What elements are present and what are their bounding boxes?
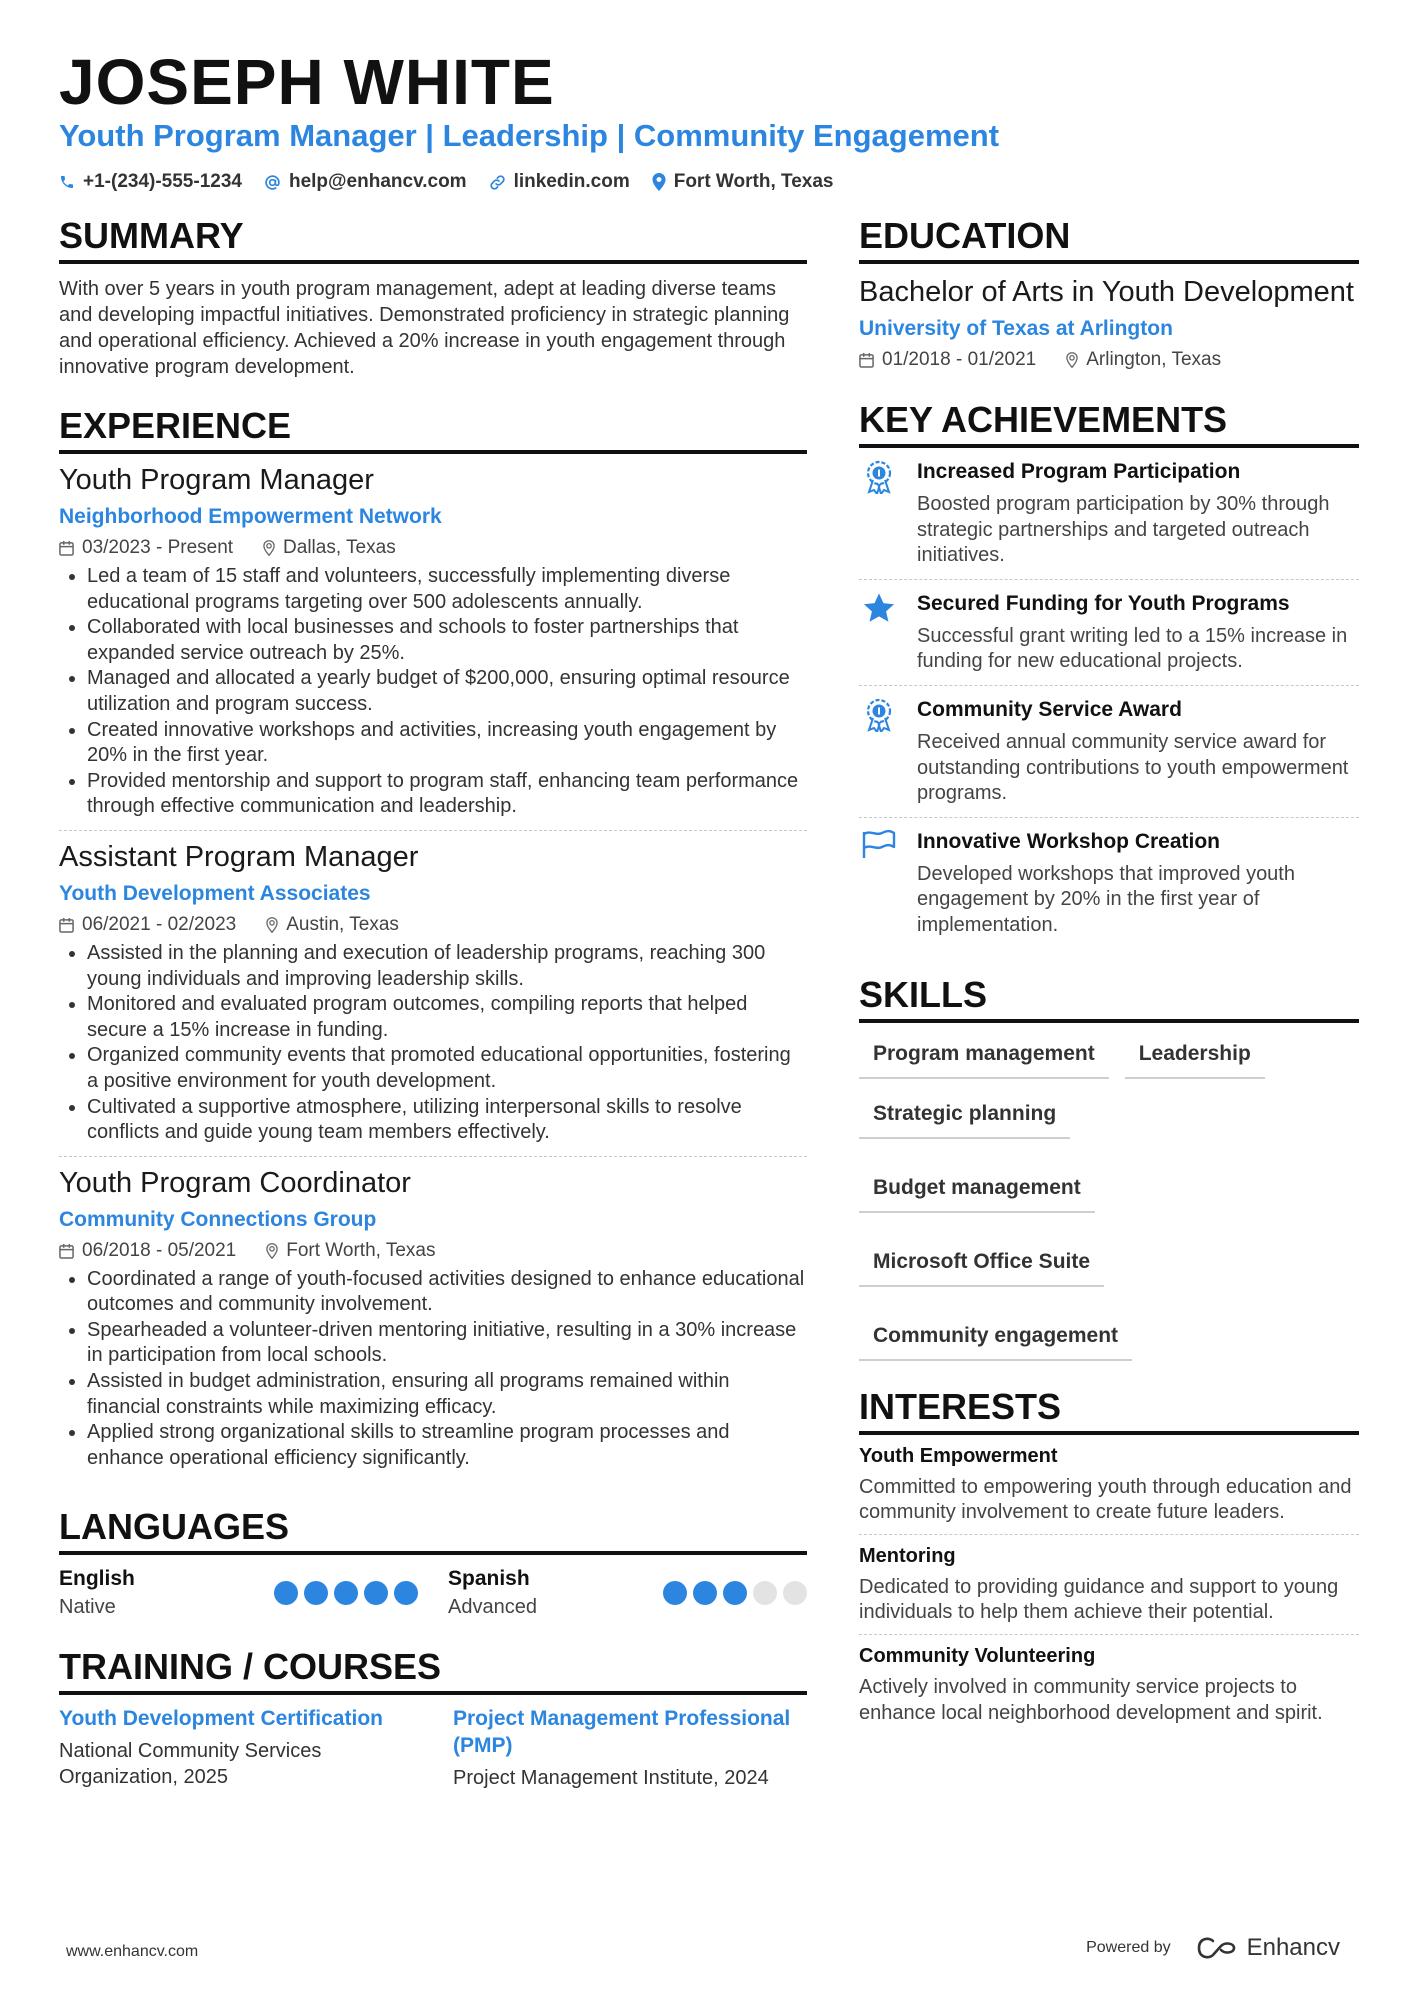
language-name: Spanish [448, 1567, 530, 1591]
languages-section [59, 1505, 807, 1621]
location-icon [652, 173, 666, 191]
section-title-summary: SUMMARY [59, 214, 807, 264]
experience-entry [59, 1157, 807, 1482]
education-dates [859, 346, 1036, 374]
experience-section [59, 404, 807, 1481]
job-dates-text: 03/2023 - Present [82, 537, 234, 558]
achievement-desc: Boosted program participation by 30% through strategic partnerships and targeted outreach initiatives. [917, 493, 1330, 567]
award-ribbon-icon [859, 696, 899, 807]
experience-entry [59, 831, 807, 1157]
interest-title: Youth Empowerment [859, 1444, 1058, 1467]
contact-linkedin[interactable] [489, 168, 630, 196]
job-location [263, 534, 396, 562]
phone-icon [59, 174, 75, 190]
achievement-title: Secured Funding for Youth Programs [917, 591, 1290, 615]
calendar-icon [59, 917, 74, 933]
skill-tag: Microsoft Office Suite [859, 1241, 1104, 1287]
interest-item [859, 1435, 1359, 1535]
email-text: help@enhancv.com [288, 171, 467, 192]
skill-tag: Leadership [1125, 1033, 1265, 1079]
job-meta [59, 1237, 807, 1265]
job-bullet: • Led a team of 15 staff and volunteers, successfully implementing diverse educational programs targeting over 500 adolescents annually. [87, 564, 807, 615]
job-bullet: • Managed and allocated a yearly budget of $200,000, ensuring optimal resource utilization and program success. [87, 666, 807, 717]
job-bullet: • Monitored and evaluated program outcomes, compiling reports that helped secure a 15% increase in funding. [87, 992, 807, 1043]
footer-branding [1086, 1934, 1340, 1962]
interest-desc: Committed to empowering youth through education and community involvement to create future leaders. [859, 1475, 1352, 1524]
training-title: Project Management Professional (PMP) [453, 1707, 791, 1758]
achievement-desc: Developed workshops that improved youth engagement by 20% in the first year of implementation. [917, 862, 1295, 936]
phone-text: +1-(234)-555-1234 [83, 171, 242, 192]
powered-by-label: Powered by [1086, 1939, 1171, 1956]
achievement-item [859, 580, 1359, 686]
job-bullet: • Assisted in the planning and execution of leadership programs, reaching 300 young individuals and improving leadership skills. [87, 941, 807, 992]
skill-tag: Budget management [859, 1167, 1095, 1213]
interest-title: Mentoring [859, 1544, 956, 1567]
experience-entry [59, 454, 807, 831]
calendar-icon [59, 1243, 74, 1259]
job-location-text: Dallas, Texas [283, 537, 396, 558]
language-level: Advanced [448, 1596, 537, 1619]
job-bullets [59, 1267, 807, 1472]
achievement-title: Increased Program Participation [917, 460, 1241, 483]
headline: Youth Program Manager | Leadership | Community Engagement [59, 118, 1000, 153]
rating-dot-filled [663, 1581, 687, 1605]
skill-tag: Program management [859, 1033, 1109, 1079]
section-title-interests: INTERESTS [859, 1385, 1359, 1435]
rating-dot-empty [753, 1581, 777, 1605]
skills-section [859, 973, 1359, 1361]
award-ribbon-icon [859, 458, 899, 569]
location-icon [266, 1243, 278, 1259]
skills-list [859, 1033, 1359, 1361]
rating-dot-filled [394, 1581, 418, 1605]
education-section [859, 214, 1359, 374]
education-location [1066, 346, 1221, 374]
job-dates [59, 1237, 236, 1265]
interest-item [859, 1535, 1359, 1635]
rating-dot-filled [304, 1581, 328, 1605]
rating-dot-empty [783, 1581, 807, 1605]
job-dates [59, 534, 233, 562]
calendar-icon [859, 352, 874, 368]
language-item [59, 1565, 418, 1621]
education-dates-text: 01/2018 - 01/2021 [882, 349, 1037, 370]
location-text: Fort Worth, Texas [673, 171, 834, 192]
section-title-languages: LANGUAGES [59, 1505, 807, 1555]
interest-item [859, 1635, 1359, 1734]
company-name: Neighborhood Empowerment Network [59, 505, 442, 528]
interests-section [859, 1385, 1359, 1735]
job-bullet: • Provided mentorship and support to program staff, enhancing team performance through effective communication and leadership. [87, 769, 807, 820]
training-list [59, 1705, 807, 1791]
interest-title: Community Volunteering [859, 1644, 1096, 1667]
rating-dot-filled [274, 1581, 298, 1605]
contact-phone[interactable] [59, 168, 242, 196]
language-rating [274, 1581, 418, 1605]
linkedin-text: linkedin.com [513, 171, 630, 192]
job-bullet: • Created innovative workshops and activities, increasing youth engagement by 20% in the first year. [87, 718, 807, 769]
job-title: Youth Program Coordinator [59, 1166, 411, 1199]
enhancv-logo-icon [1195, 1937, 1239, 1959]
brand-logo[interactable] [1195, 1934, 1340, 1962]
job-title: Youth Program Manager [59, 464, 374, 496]
summary-section [59, 214, 807, 380]
candidate-name: JOSEPH WHITE [59, 46, 555, 118]
job-bullet: • Cultivated a supportive atmosphere, utilizing interpersonal skills to resolve conflicts and guide young team members effectively. [87, 1095, 807, 1146]
footer-website[interactable]: www.enhancv.com [66, 1943, 199, 1960]
language-level: Native [59, 1596, 116, 1619]
job-location-text: Austin, Texas [286, 913, 399, 935]
language-rating [663, 1581, 807, 1605]
degree: Bachelor of Arts in Youth Development [859, 276, 1354, 308]
interest-desc: Actively involved in community service projects to enhance local neighborhood development and spirit. [859, 1675, 1323, 1724]
language-item [448, 1565, 807, 1621]
achievement-title: Innovative Workshop Creation [917, 829, 1220, 853]
school-name: University of Texas at Arlington [859, 317, 1173, 340]
location-icon [1066, 352, 1078, 368]
education-location-text: Arlington, Texas [1086, 349, 1222, 370]
job-title: Assistant Program Manager [59, 840, 419, 873]
job-location [266, 1237, 435, 1265]
achievements-section [859, 398, 1359, 949]
job-meta [59, 911, 807, 939]
job-location-text: Fort Worth, Texas [286, 1239, 436, 1261]
company-name: Youth Development Associates [59, 881, 371, 905]
job-bullet: • Applied strong organizational skills to streamline program processes and enhance operational efficiency significantly. [87, 1420, 807, 1471]
contact-location [652, 168, 834, 196]
achievement-title: Community Service Award [917, 697, 1182, 721]
job-bullet: • Assisted in budget administration, ensuring all programs remained within financial constraints while maximizing efficacy. [87, 1369, 807, 1420]
job-bullets [59, 941, 807, 1146]
star-icon [859, 590, 899, 675]
calendar-icon [59, 540, 74, 556]
languages-list [59, 1565, 807, 1621]
left-column [59, 214, 807, 1791]
location-icon [266, 917, 278, 933]
section-title-experience: EXPERIENCE [59, 404, 807, 454]
skill-tag: Community engagement [859, 1315, 1132, 1361]
achievement-desc: Successful grant writing led to a 15% increase in funding for new educational projects. [917, 624, 1348, 673]
section-title-training: TRAINING / COURSES [59, 1645, 807, 1695]
section-title-education: EDUCATION [859, 214, 1359, 264]
job-dates [59, 911, 236, 939]
job-bullet: • Organized community events that promoted educational opportunities, fostering a positive environment for youth development. [87, 1043, 807, 1094]
job-bullet: • Spearheaded a volunteer-driven mentoring initiative, resulting in a 30% increase in participation from local schools. [87, 1318, 807, 1369]
interest-desc: Dedicated to providing guidance and support to young individuals to help them achieve their potential. [859, 1575, 1339, 1624]
training-item [59, 1705, 413, 1791]
company-name: Community Connections Group [59, 1207, 377, 1231]
contact-email[interactable] [264, 168, 467, 196]
achievement-item [859, 448, 1359, 580]
summary-text: With over 5 years in youth program management, adept at leading diverse teams and developing impactful initiatives. Demonstrated proficiency in strategic planning and operational efficiency. Achieved a 20% increase in youth engagement through innovative program development. [59, 278, 790, 378]
flag-icon [859, 828, 899, 939]
at-icon [264, 174, 281, 191]
language-name: English [59, 1567, 135, 1591]
training-org: Project Management Institute, 2024 [453, 1767, 769, 1790]
job-meta [59, 534, 807, 562]
training-section [59, 1645, 807, 1791]
section-title-achievements: KEY ACHIEVEMENTS [859, 398, 1359, 448]
training-title: Youth Development Certification [59, 1707, 383, 1731]
achievement-item [859, 686, 1359, 818]
rating-dot-filled [364, 1581, 388, 1605]
rating-dot-filled [334, 1581, 358, 1605]
right-column [859, 214, 1359, 1734]
contact-bar [59, 168, 833, 196]
training-item [453, 1705, 807, 1791]
achievement-item [859, 818, 1359, 949]
brand-name: Enhancv [1246, 1934, 1340, 1961]
job-dates-text: 06/2021 - 02/2023 [82, 913, 237, 935]
skill-tag: Strategic planning [859, 1093, 1070, 1139]
job-location [266, 911, 399, 939]
achievement-desc: Received annual community service award for outstanding contributions to youth empowerment programs. [917, 730, 1349, 805]
job-bullet: • Collaborated with local businesses and schools to foster partnerships that expanded service outreach by 25%. [87, 615, 807, 666]
location-icon [263, 540, 275, 556]
section-title-skills: SKILLS [859, 973, 1359, 1023]
job-bullet: • Coordinated a range of youth-focused activities designed to enhance educational outcomes and community involvement. [87, 1267, 807, 1318]
link-icon [489, 174, 506, 191]
rating-dot-filled [723, 1581, 747, 1605]
training-org: National Community Services Organization, 2025 [59, 1740, 322, 1789]
education-meta [859, 346, 1359, 374]
job-bullets [59, 564, 807, 820]
rating-dot-filled [693, 1581, 717, 1605]
job-dates-text: 06/2018 - 05/2021 [82, 1239, 237, 1261]
